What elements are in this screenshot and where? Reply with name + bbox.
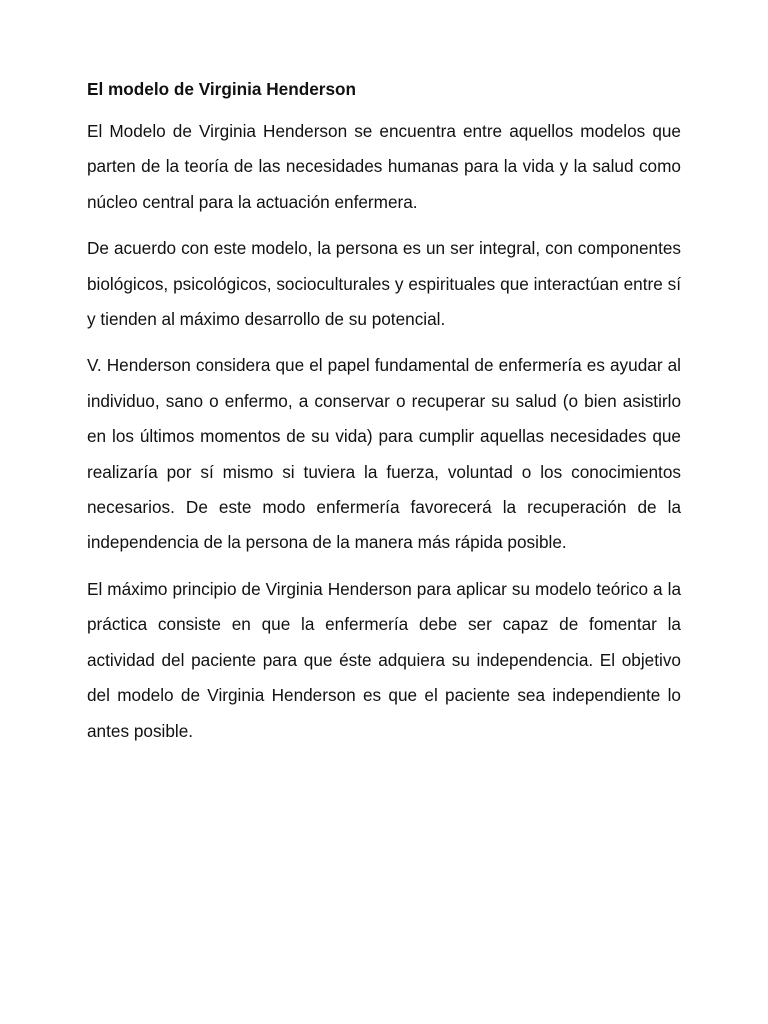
paragraph-4: El máximo principio de Virginia Henderson para aplicar su modelo teórico a la práctica consiste en que la enfermería debe ser capaz de fomentar la actividad del paciente para que éste adquiera su independencia. El objetivo del modelo de Virginia Henderson es que el paciente sea independiente lo antes posible. (87, 578, 681, 741)
paragraph-2: De acuerdo con este modelo, la persona es un ser integral, con componentes biológicos, psicológicos, socioculturales y espirituales que interactúan entre sí y tienden al máximo desarrollo de su potencial. (87, 238, 681, 330)
paragraph-1: El Modelo de Virginia Henderson se encuentra entre aquellos modelos que parten de la teoría de las necesidades humanas para la vida y la salud como núcleo central para la actuación enfermera. (87, 121, 681, 212)
paragraph-3: V. Henderson considera que el papel fundamental de enfermería es ayudar al individuo, sano o enfermo, a conservar o recuperar su salud (o bien asistirlo en los últimos momentos de su vida) para cumplir aquellas necesidades que realizaría por sí mismo si tuviera la fuerza, voluntad o los conocimientos necesarios. De este modo enfermería favorecerá la recuperación de la independencia de la persona de la manera más rápida posible. (87, 355, 681, 553)
document-title: El modelo de Virginia Henderson (87, 79, 357, 99)
document-page (87, 76, 681, 749)
